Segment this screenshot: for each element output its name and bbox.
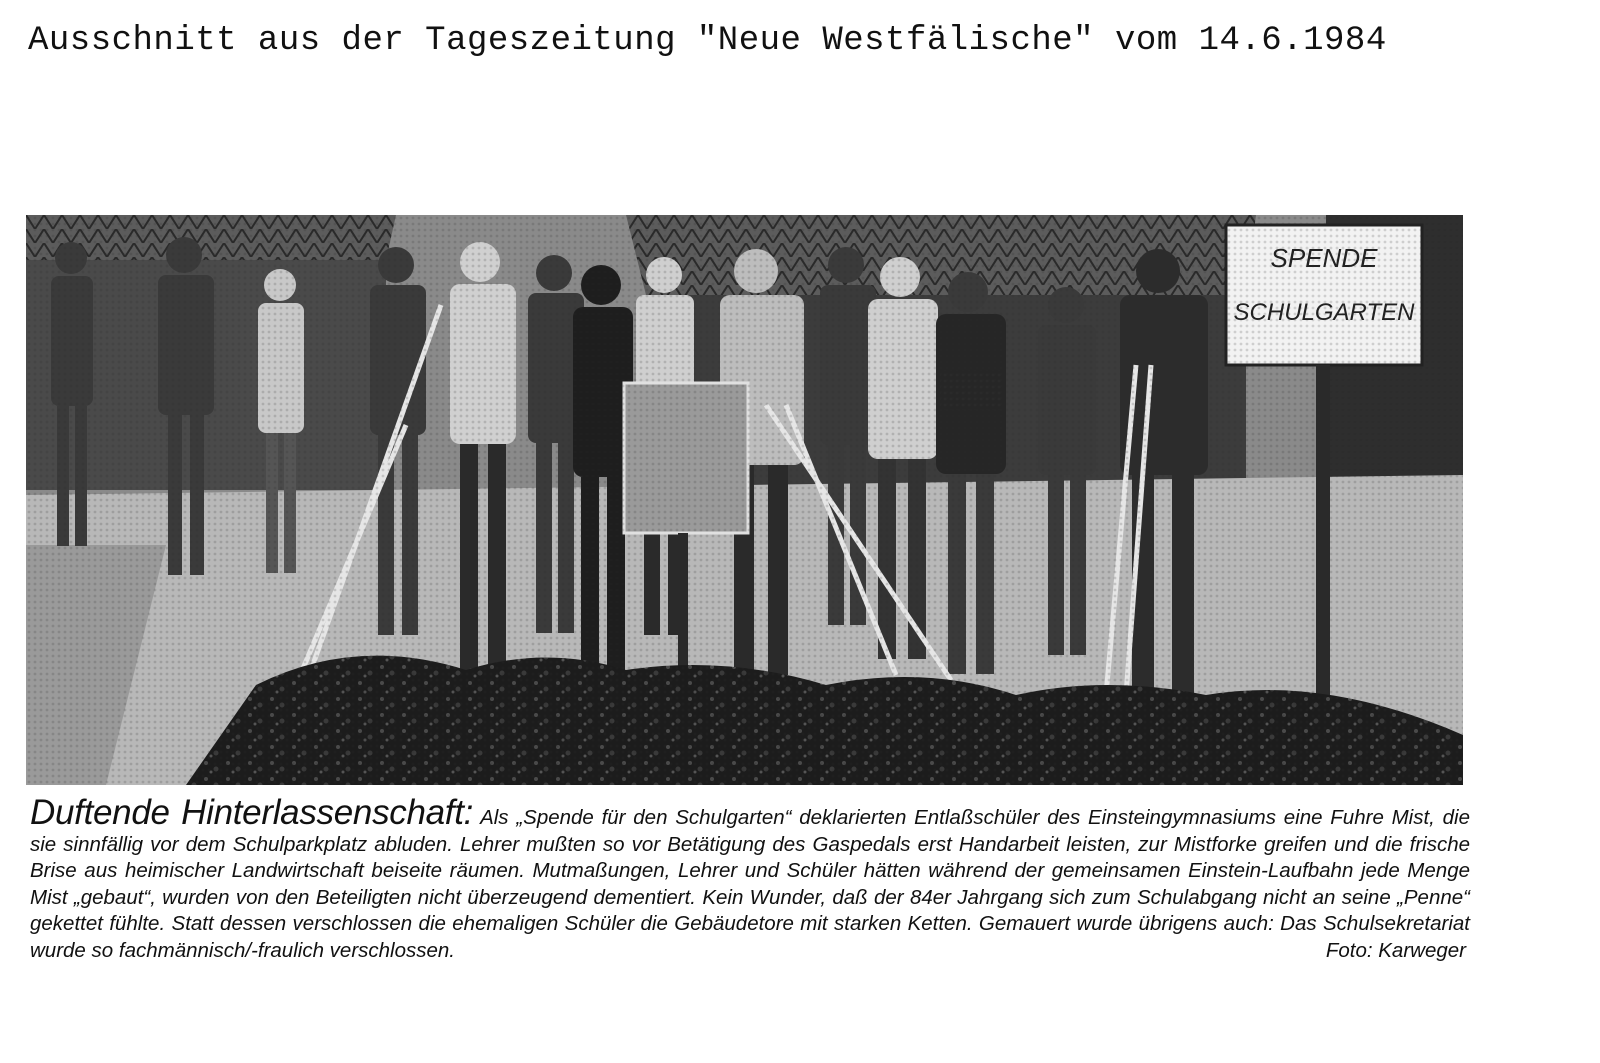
photo-credit: Foto: Karweger — [1325, 938, 1466, 962]
caption-body: Als „Spende für den Schulgarten“ deklarierten Entlaßschüler des Einsteingymnasiums eine Fuhre Mist, die sie sinnfällig vor dem Schulparkplatz abluden. Lehrer mußten so vor Betätigung des Gaspedals erst Handarbeit leisten, zur Mistforke greifen und die frische Brise aus heimischer Landwirtschaft beiseite räumen. Mutmaßungen, Lehrer und Schüler hätten während der gemeinsamen Einstein-Laufbahn jede Menge Mist „gebaut“, wurden von den Beteiligten nicht überzeugend dementiert. Kein Wunder, daß der 84er Jahrgang sich zum Schulabgang nicht an seine „Penne“ gekettet fühlte. Statt dessen verschlossen die ehemaligen Schüler die Gebäudetore mit starken Ketten. Gemauert wurde übrigens auch: Das Schulsekretariat wurde so fachmännisch/-fraulich verschlossen. — [30, 806, 1470, 962]
photo-sign-text: SPENDE — [1270, 243, 1378, 273]
source-line: Ausschnitt aus der Tageszeitung "Neue Westfälische" vom 14.6.1984 — [28, 22, 1387, 60]
newspaper-photo — [26, 215, 1463, 785]
caption-headline: Duftende Hinterlassenschaft: — [30, 793, 474, 832]
svg-text:SCHULGARTEN: SCHULGARTEN — [1233, 299, 1415, 326]
photo-caption — [30, 793, 1470, 965]
